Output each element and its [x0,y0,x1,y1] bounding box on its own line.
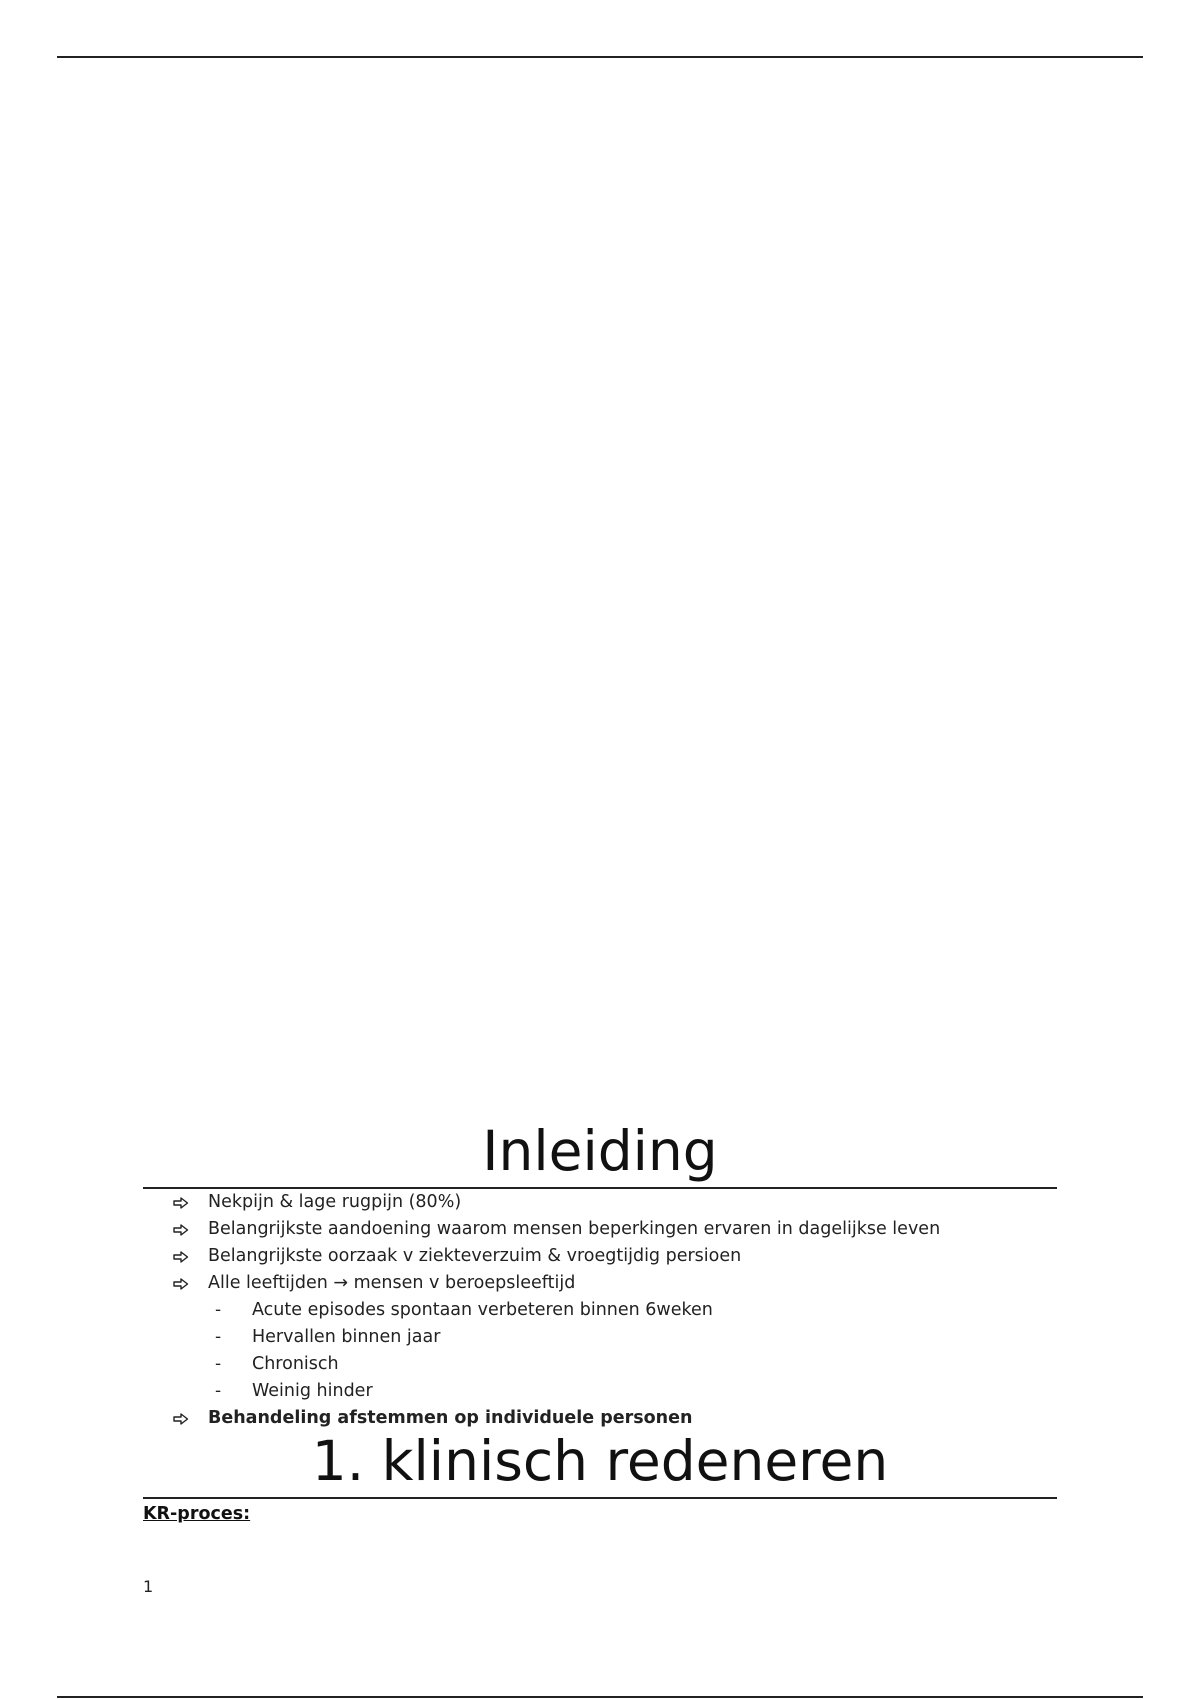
list-item [143,1351,1057,1378]
dash-icon: - [215,1300,222,1320]
heading-klinisch-redeneren: 1. klinisch redeneren [143,1434,1057,1499]
outlined-right-arrow-icon [173,1405,189,1432]
page-top-rule [57,56,1143,58]
dash-icon: - [215,1327,222,1347]
list-item [143,1405,1057,1432]
dash-icon: - [215,1354,222,1374]
list-item [143,1189,1057,1216]
document-body [143,1119,1057,1526]
list-item [143,1378,1057,1405]
list-item [143,1270,1057,1297]
outlined-right-arrow-icon [173,1189,189,1216]
list-item-text: Belangrijkste aandoening waarom mensen beperkingen ervaren in dagelijkse leven [208,1219,941,1239]
outlined-right-arrow-icon [173,1243,189,1270]
list-item [143,1324,1057,1351]
dash-icon: - [215,1381,222,1401]
list-item-text: Hervallen binnen jaar [252,1327,441,1347]
outlined-right-arrow-icon [173,1216,189,1243]
list-item-text: Behandeling afstemmen op individuele personen [208,1408,693,1428]
list-item-text: Alle leeftijden → mensen v beroepsleeftijd [208,1273,576,1293]
list-item-text: Acute episodes spontaan verbeteren binnen 6weken [252,1300,713,1320]
list-item-text: Belangrijkste oorzaak v ziekteverzuim & vroegtijdig persioen [208,1246,742,1266]
list-item-text: Weinig hinder [252,1381,373,1401]
page-bottom-rule [57,1696,1143,1698]
page-number: 1 [143,1577,154,1596]
list-item [143,1216,1057,1243]
kr-proces-label: KR-proces: [143,1504,251,1524]
list-item-text: Nekpijn & lage rugpijn (80%) [208,1192,462,1212]
intro-bullet-list [143,1189,1057,1432]
heading-inleiding: Inleiding [143,1124,1057,1189]
list-item [143,1243,1057,1270]
outlined-right-arrow-icon [173,1270,189,1297]
list-item-text: Chronisch [252,1354,339,1374]
list-item [143,1297,1057,1324]
